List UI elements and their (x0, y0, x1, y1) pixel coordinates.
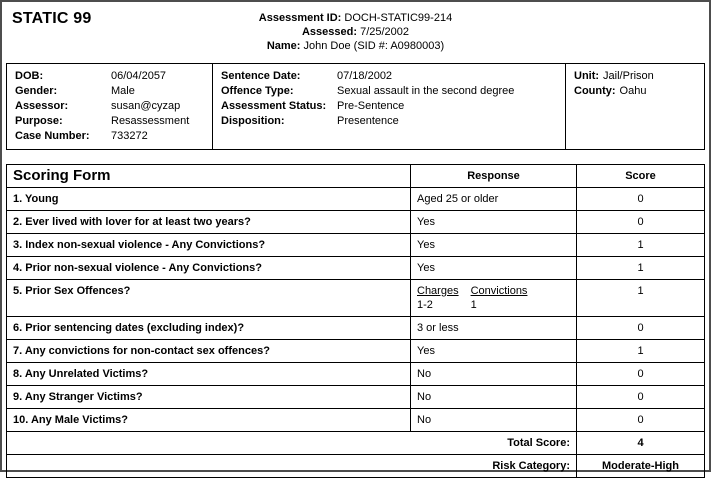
info-row (15, 69, 204, 84)
info-column-left (7, 64, 213, 149)
convictions-value: 1 (470, 299, 477, 311)
info-value: 733272 (111, 130, 148, 142)
info-column-right (566, 64, 704, 149)
risk-category-value: Moderate-High (577, 455, 705, 478)
score-cell: 0 (577, 211, 705, 234)
score-cell: 0 (577, 386, 705, 409)
info-row (221, 99, 557, 114)
info-label: Gender: (15, 85, 58, 97)
scoring-row (7, 188, 705, 211)
question-cell: 9. Any Stranger Victims? (7, 386, 411, 409)
assessed-line (12, 25, 699, 39)
assessment-id-line (12, 11, 699, 25)
question-cell: 3. Index non-sexual violence - Any Convictions? (7, 234, 411, 257)
info-label: Case Number: (15, 130, 90, 142)
question-cell: 5. Prior Sex Offences? (7, 280, 411, 317)
scoring-row (7, 280, 705, 317)
scoring-row (7, 386, 705, 409)
info-row (15, 84, 204, 99)
info-value: Jail/Prison (603, 70, 654, 82)
info-value: Pre-Sentence (337, 100, 405, 112)
charges-value: 1-2 (417, 299, 433, 311)
score-cell: 1 (577, 257, 705, 280)
assessment-id-label: Assessment ID: (258, 12, 342, 24)
info-value: Oahu (619, 85, 647, 97)
info-row (15, 114, 204, 129)
response-cell: No (411, 409, 577, 432)
offender-info-box (6, 63, 705, 150)
scoring-form-table (6, 164, 705, 478)
total-score-value: 4 (577, 432, 705, 455)
info-value: Presentence (337, 115, 399, 127)
info-label: Assessment Status: (221, 100, 327, 112)
assessed-label: Assessed: (301, 26, 358, 38)
response-cell: 3 or less (411, 317, 577, 340)
scoring-row (7, 257, 705, 280)
score-cell: 0 (577, 317, 705, 340)
scoring-header-row (7, 165, 705, 188)
info-label: Unit: (574, 70, 600, 82)
response-cell: Yes (411, 257, 577, 280)
name-line (12, 39, 699, 53)
question-cell: 2. Ever lived with lover for at least two years? (7, 211, 411, 234)
scoring-form-title: Scoring Form (7, 165, 411, 188)
question-cell: 7. Any convictions for non-contact sex offences? (7, 340, 411, 363)
info-column-middle (213, 64, 566, 149)
score-column-header: Score (577, 165, 705, 188)
info-value: 07/18/2002 (337, 70, 393, 82)
response-cell: Yes (411, 211, 577, 234)
assessed-value: 7/25/2002 (360, 26, 410, 38)
scoring-row (7, 211, 705, 234)
response-cell: No (411, 386, 577, 409)
info-label: Offence Type: (221, 85, 294, 97)
page-title: STATIC 99 (12, 10, 92, 27)
charges-subcolumn (417, 284, 459, 312)
info-row (15, 129, 204, 144)
info-row (221, 69, 557, 84)
info-label: County: (574, 85, 616, 97)
info-label: Assessor: (15, 100, 69, 112)
scoring-row (7, 340, 705, 363)
report-header (2, 2, 709, 57)
scoring-row (7, 317, 705, 340)
info-label: Disposition: (221, 115, 285, 127)
info-label: Sentence Date: (221, 70, 301, 82)
scoring-row (7, 409, 705, 432)
scoring-row (7, 234, 705, 257)
info-label: DOB: (15, 70, 44, 82)
question-cell: 1. Young (7, 188, 411, 211)
total-score-row (7, 432, 705, 455)
charges-link[interactable]: Charges (417, 285, 459, 297)
question-cell: 8. Any Unrelated Victims? (7, 363, 411, 386)
info-row (221, 84, 557, 99)
info-value: Resassessment (111, 115, 190, 127)
info-row (221, 114, 557, 129)
response-subcolumns (417, 284, 570, 312)
score-cell: 0 (577, 363, 705, 386)
score-cell: 0 (577, 188, 705, 211)
info-row (574, 69, 696, 84)
score-cell: 1 (577, 234, 705, 257)
risk-category-label: Risk Category: (7, 455, 577, 478)
response-cell: Yes (411, 234, 577, 257)
name-value: John Doe (SID #: A0980003) (303, 40, 445, 52)
info-label: Purpose: (15, 115, 63, 127)
convictions-link[interactable]: Convictions (470, 285, 528, 297)
question-cell: 4. Prior non-sexual violence - Any Convictions? (7, 257, 411, 280)
name-label: Name: (266, 40, 301, 52)
scoring-row (7, 363, 705, 386)
assessment-summary (12, 10, 699, 53)
convictions-subcolumn (471, 284, 528, 312)
question-cell: 6. Prior sentencing dates (excluding index)? (7, 317, 411, 340)
info-value: susan@cyzap (111, 100, 181, 112)
response-cell: Aged 25 or older (411, 188, 577, 211)
info-row (15, 99, 204, 114)
score-cell: 1 (577, 340, 705, 363)
info-value: Sexual assault in the second degree (337, 85, 515, 97)
response-cell: Yes (411, 340, 577, 363)
scoring-rows (7, 188, 705, 432)
question-cell: 10. Any Male Victims? (7, 409, 411, 432)
response-cell: No (411, 363, 577, 386)
score-cell: 0 (577, 409, 705, 432)
response-column-header: Response (411, 165, 577, 188)
score-cell: 1 (577, 280, 705, 317)
response-cell (411, 280, 577, 317)
assessment-id-value: DOCH-STATIC99-214 (344, 12, 453, 24)
total-score-label: Total Score: (7, 432, 577, 455)
risk-category-row (7, 455, 705, 478)
info-value: Male (111, 85, 135, 97)
info-value: 06/04/2057 (111, 70, 167, 82)
info-row (574, 84, 696, 99)
